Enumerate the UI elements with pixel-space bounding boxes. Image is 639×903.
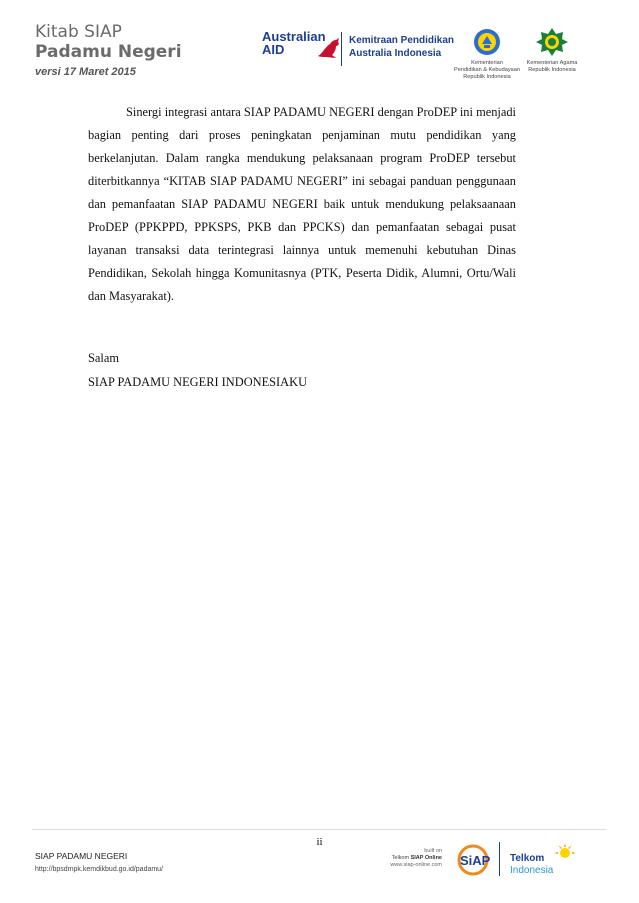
built-on-brand-prefix: Telkom [391, 855, 411, 861]
footer-info [35, 849, 163, 877]
partnership-line-1: Kemitraan Pendidikan [349, 35, 455, 46]
ministry2-line-1: Kementerian Agama [526, 60, 578, 66]
document-title [35, 24, 182, 78]
footer-url: http://bpsdmpk.kemdikbud.go.id/padamu/ [35, 866, 164, 873]
tut-wuri-handayani-emblem-icon [472, 28, 502, 56]
title-line-2: Padamu Negeri [35, 42, 182, 62]
version-label: versi 17 Maret 2015 [35, 66, 136, 78]
ministry1-line-1: Kementerian [471, 60, 503, 66]
siap-logo-text: SiAP [460, 853, 491, 868]
header-divider [341, 32, 342, 66]
closing-block [88, 346, 307, 394]
aid-logo-line-2: AID [262, 42, 285, 57]
built-on-block [366, 848, 442, 869]
telkom-line-1: Telkom [510, 853, 545, 864]
siap-logo [456, 843, 494, 877]
aid-logo-line-1: Australian [262, 29, 326, 44]
body-text [88, 101, 516, 308]
partnership-label [349, 34, 454, 60]
australian-aid-logo [262, 30, 348, 66]
page-number: ii [316, 836, 323, 848]
ministry2-line-2: Republik Indonesia [528, 67, 576, 73]
telkom-line-2: Indonesia [510, 865, 554, 876]
body-paragraph: Sinergi integrasi antara SIAP PADAMU NEGERI dengan ProDEP ini menjadi bagian penting dari proses peningkatan penjaminan mutu pendidikan yang berkelanjutan. Dalam rangka mendukung pelaksanaan program ProDEP tersebut diterbitkannya “KITAB SIAP PADAMU NEGERI” ini sebagai panduan penggunaan dan pemanfaatan SIAP PADAMU NEGERI baik untuk mendukung pelaksaanaan ProDEP (PPKPPD, PPKSPS, PKB dan PPCKS) dan pemanfaatan sebagai pusat layanan transaksi data terintegrasi lainnya untuk memenuhi kebutuhan Dinas Pendidikan, Sekolah hingga Komunitasnya (PTK, Peserta Didik, Alumni, Ortu/Wali dan Masyarakat). [88, 105, 516, 303]
built-on-url: www.siap-online.com [390, 862, 442, 868]
telkom-indonesia-logo [510, 845, 574, 875]
built-on-brand: SIAP Online [410, 855, 442, 861]
page-header [0, 0, 639, 90]
kangaroo-icon [314, 36, 344, 60]
kemenag-emblem-icon [536, 28, 568, 56]
footer-name: SIAP PADAMU NEGERI [35, 851, 128, 861]
built-on-label: built on [424, 848, 442, 854]
kemenag-block [517, 28, 587, 74]
title-line-1: Kitab SIAP [35, 22, 122, 42]
ministry1-line-2: Pendidikan & Kebudayaan [454, 67, 520, 73]
footer-logo-divider [499, 842, 500, 876]
telkom-sun-icon [554, 843, 576, 863]
ministry1-line-3: Republik Indonesia [463, 74, 511, 80]
kemendikbud-block [452, 28, 522, 81]
footer-divider [32, 829, 606, 830]
partnership-line-2: Australia Indonesia [349, 48, 442, 59]
closing-salutation: Salam [88, 351, 119, 365]
closing-signature: SIAP PADAMU NEGERI INDONESIAKU [88, 375, 308, 389]
